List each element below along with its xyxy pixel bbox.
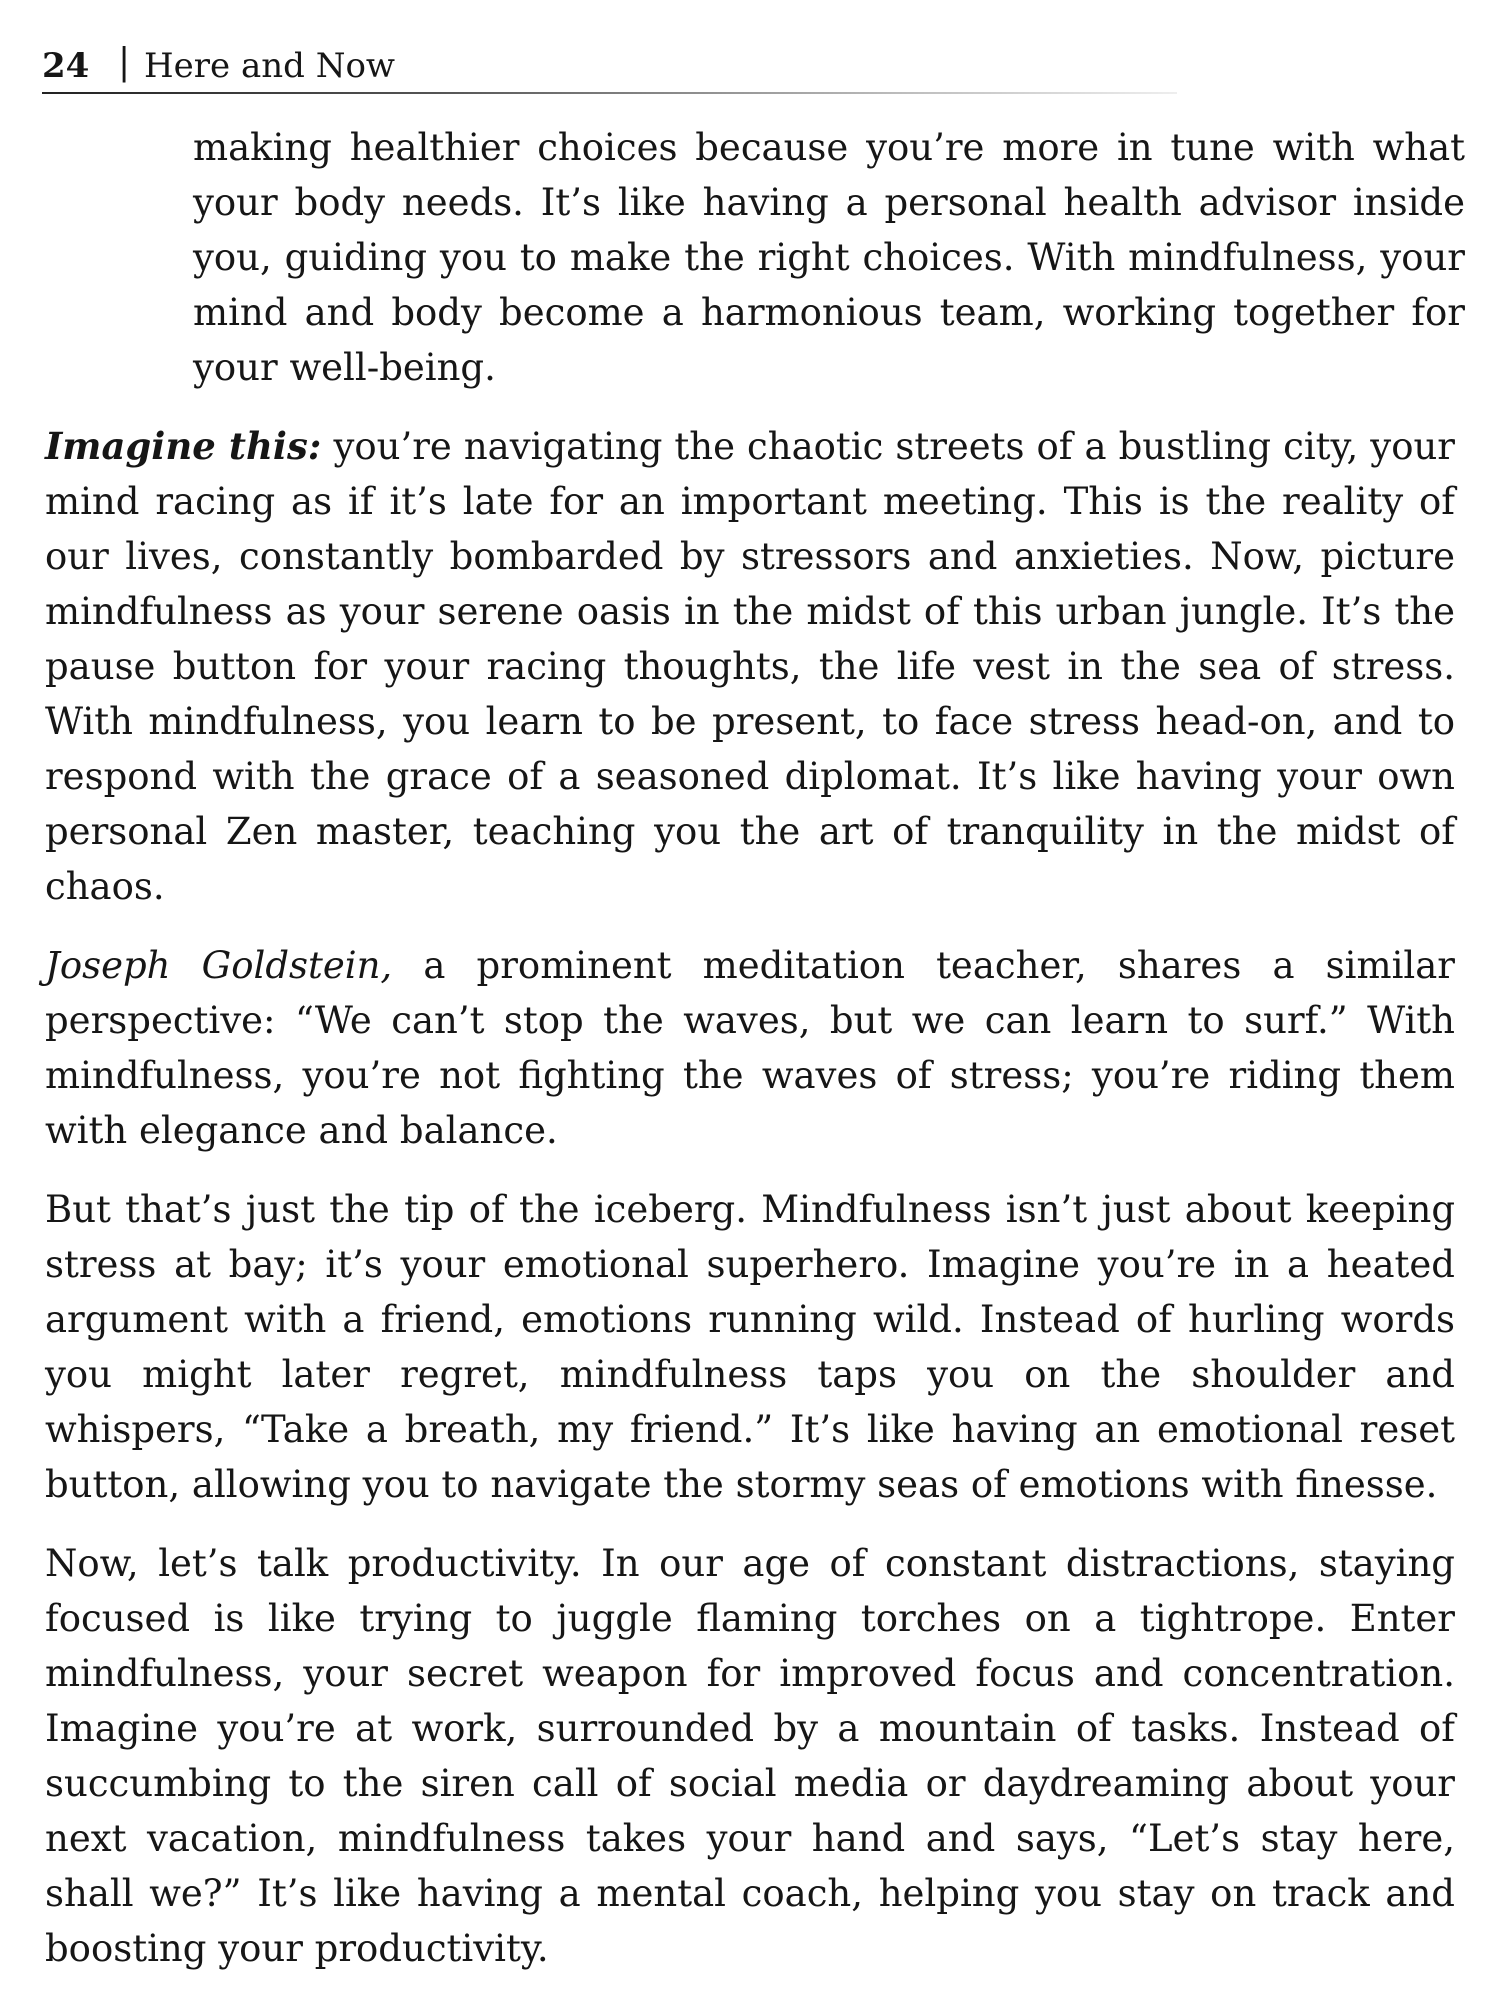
paragraph-continued: making healthier choices because you’re more in tune with what your body needs. It’s like having a personal health advisor inside you, guiding you to make the right choices. With mindfulness, your mind and body become a harmonious team, working together for your well-being.	[193, 126, 1465, 389]
paragraph-imagine	[45, 419, 1455, 914]
paragraph-imagine-text: you’re navigating the chaotic streets of a bustling city, your mind racing as if it’s late for an important meeting. This is the reality of our lives, constantly bombarded by stressors and anxieties. Now, picture mindfulness as your serene oasis in the midst of this urban jungle. It’s the pause button for your racing thoughts, the life vest in the sea of stress. With mindfulness, you learn to be present, to face stress head-on, and to respond with the grace of a seasoned diplomat. It’s like having your own personal Zen master, teaching you the art of tranquility in the midst of chaos.	[45, 425, 1455, 908]
paragraph-goldstein-text: a prominent meditation teacher, shares a similar perspective: “We can’t stop the waves, but we can learn to surf.” With mindfulness, you’re not fighting the waves of stress; you’re riding them with elegance and balance.	[45, 944, 1455, 1152]
paragraph-goldstein	[45, 938, 1455, 1158]
header-separator: |	[118, 42, 131, 83]
page-number: 24	[42, 46, 90, 86]
paragraph-lead-goldstein: Joseph Goldstein,	[45, 944, 393, 987]
paragraph-productivity: Now, let’s talk productivity. In our age of constant distractions, staying focused is like trying to juggle flaming torches on a tightrope. Enter mindfulness, your secret weapon for improved focus and concentration. Imagine you’re at work, surrounded by a mountain of tasks. Instead of succumbing to the siren call of social media or daydreaming about your next vacation, mindfulness takes your hand and says, “Let’s stay here, shall we?” It’s like having a mental coach, helping you stay on track and boosting your productivity.	[45, 1542, 1455, 1970]
paragraph-lead-imagine: Imagine this:	[45, 424, 322, 468]
paragraph-gap	[45, 914, 1475, 938]
paragraph-iceberg: But that’s just the tip of the iceberg. Mindfulness isn’t just about keeping stress at bay; it’s your emotional superhero. Imagine you’re in a heated argument with a friend, emotions running wild. Instead of hurling words you might later regret, mindfulness taps you on the shoulder and whispers, “Take a breath, my friend.” It’s like having an emotional reset button, allowing you to navigate the stormy seas of emotions with finesse.	[45, 1188, 1455, 1506]
running-header	[42, 42, 1182, 92]
header-rule	[42, 92, 1177, 94]
paragraph-gap	[45, 1158, 1475, 1182]
page-body	[45, 120, 1475, 1976]
book-title: Here and Now	[144, 46, 396, 86]
paragraph-gap	[45, 1512, 1475, 1536]
paragraph-gap	[45, 395, 1475, 419]
